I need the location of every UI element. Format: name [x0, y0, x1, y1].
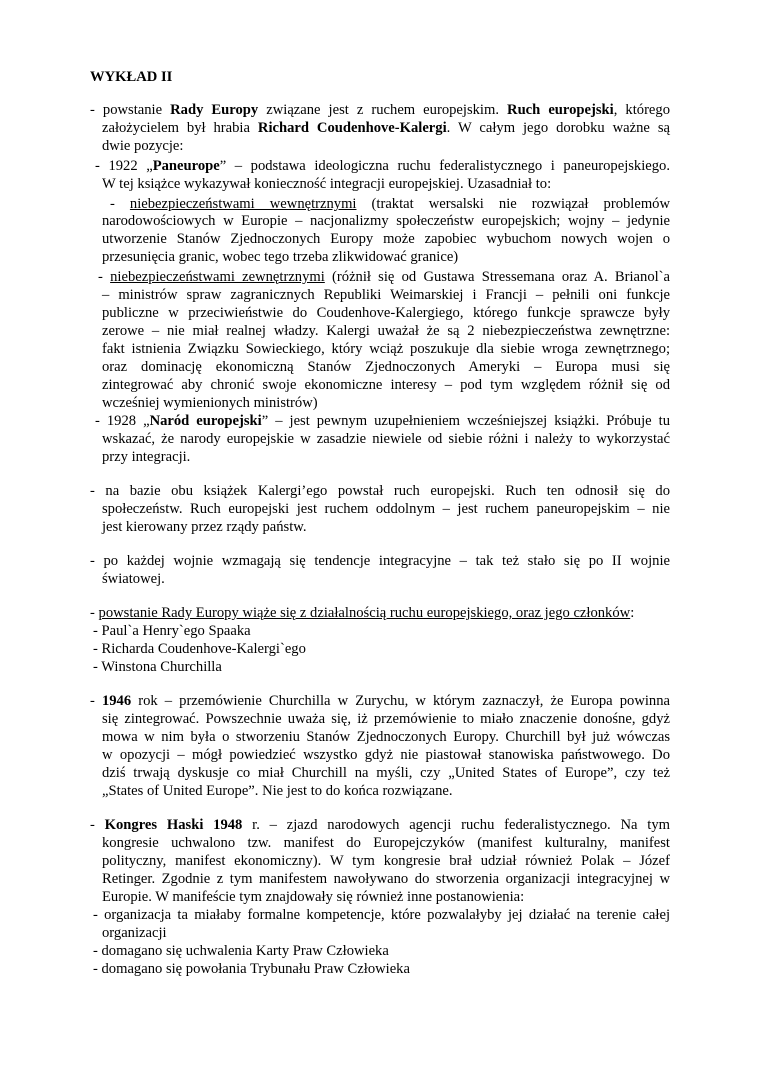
text-span: - Richarda Coudenhove-Kalergi`ego [93, 641, 306, 657]
text-line [102, 889, 524, 907]
text-span: dwie pozycje: [102, 138, 184, 154]
text-line [102, 120, 670, 138]
text-line [93, 623, 251, 641]
text-span: (traktat wersalski nie rozwiązał problemów [356, 196, 671, 212]
text-line [102, 359, 670, 377]
text-line [102, 871, 670, 889]
text-line [102, 287, 670, 305]
text-line [102, 765, 670, 783]
text-span: związane jest z ruchem europejskim. [258, 102, 508, 118]
text-line [102, 925, 167, 943]
text-span: - 1928 „ [95, 413, 150, 429]
text-span: - 1922 „ [95, 158, 153, 174]
text-span: w opozycji – mógł powiedzieć wszystko gdyż nie piastował stanowiska państwowego. Do [102, 747, 670, 763]
text-line [102, 711, 670, 729]
text-line [102, 231, 670, 249]
text-span: W tej książce wykazywał konieczność integracji europejskiej. Uzasadniał to: [102, 176, 552, 192]
text-span: - na bazie obu książek Kalergi’ego powstał ruch europejski. Ruch ten odnosił się do [90, 483, 670, 499]
text-line [90, 817, 670, 835]
text-line [102, 501, 670, 519]
text-line [102, 783, 453, 801]
text-line [102, 176, 551, 194]
text-line [93, 907, 670, 925]
text-span: Retinger. Zgodnie z tym manifestem nawoływano do stworzenia organizacji integracyjnej w [102, 871, 670, 887]
text-line [102, 341, 670, 359]
text-span: - domagano się powołania Trybunału Praw Człowieka [93, 961, 410, 977]
text-line [102, 747, 670, 765]
text-span: , którego [613, 102, 671, 118]
text-span: dziś trwają dyskusje co miał Churchill na myśli, czy „United States of Europe”, czy też [102, 765, 670, 781]
text-line [110, 196, 670, 214]
text-span: wcześniej wymienionych ministrów) [102, 395, 318, 411]
text-span: założycielem był hrabia [102, 120, 258, 136]
text-span: przesunięcia granic, wobec tego trzeba zlikwidować granice) [102, 249, 459, 265]
text-line [93, 659, 222, 677]
text-line [90, 553, 670, 571]
bold-text: Paneurope [152, 158, 220, 174]
text-span: Europie. W manifeście tym znajdowały się również inne postanowienia: [102, 889, 525, 905]
text-span: „States of United Europe”. Nie jest to do końca rozwiązane. [102, 783, 453, 799]
text-span: : [630, 605, 635, 621]
text-span: polityczny, manifest ekonomiczny). W tym kongresie brał udział również Polak – Józef [102, 853, 670, 869]
page-title: WYKŁAD II [90, 69, 173, 85]
text-line [102, 729, 670, 747]
text-line [93, 961, 410, 979]
text-line [102, 431, 670, 449]
text-span: fakt istnienia Związku Sowieckiego, który wciąż poszukuje dla siebie wroga zewnętrznego; [102, 341, 670, 357]
bold-text: Kongres Haski 1948 [104, 817, 243, 833]
text-span: - [90, 605, 99, 621]
text-line [90, 102, 670, 120]
text-span: narodowościowych w Europie – nacjonalizmy społeczeństw europejskich; wojny – jedynie [102, 213, 670, 229]
text-line [102, 377, 670, 395]
text-span: - powstanie [90, 102, 171, 118]
text-line [95, 413, 670, 431]
bold-text: Ruch europejski [507, 102, 614, 118]
text-line [102, 519, 307, 537]
text-span: - organizacja ta miałaby formalne kompetencje, które pozwalałyby jej działać na terenie całej [93, 907, 670, 923]
underlined-text: niebezpieczeństwami zewnętrznymi [110, 269, 325, 285]
text-span: - [98, 269, 111, 285]
text-line [90, 605, 634, 623]
text-span: utworzenie Stanów Zjednoczonych Europy może zapobiec wybuchom nowych wojen o [102, 231, 670, 247]
text-line [102, 138, 183, 156]
text-line [102, 323, 670, 341]
text-line [98, 269, 670, 287]
text-span: r. – zjazd narodowych agencji ruchu federalistycznego. Na tym [242, 817, 670, 833]
text-span: - Paul`a Henry`ego Spaaka [93, 623, 251, 639]
text-span: jest kierowany przez rządy państw. [102, 519, 307, 535]
text-span: ” – podstawa ideologiczna ruchu federalistycznego i paneuropejskiego. [219, 158, 670, 174]
text-line [90, 483, 670, 501]
text-span: ” – jest pewnym uzupełnieniem wcześniejszej książki. Próbuje tu [261, 413, 670, 429]
text-line [102, 571, 165, 589]
text-line [93, 943, 389, 961]
text-line [93, 641, 306, 659]
text-span: . W całym jego dorobku ważne są [446, 120, 671, 136]
text-span: - [110, 196, 130, 212]
underlined-text: powstanie Rady Europy wiąże się z działalnością ruchu europejskiego, oraz jego członków [98, 605, 631, 621]
text-span: oraz dominację ekonomiczną Stanów Zjednoczonych Ameryki – Europa musi się [102, 359, 670, 375]
bold-text: 1946 [101, 693, 132, 709]
text-span: - [90, 817, 105, 833]
text-line [95, 158, 670, 176]
text-span: zintegrować aby chronić swoje ekonomiczne interesy – pod tym względem różnił się od [102, 377, 670, 393]
text-span: rok – przemówienie Churchilla w Zurychu, w którym zaznaczył, że Europa powinna [131, 693, 670, 709]
text-span: wskazać, że narody europejskie w zasadzie niewiele od siebie różni i należy to wykorzystać [102, 431, 670, 447]
text-span: - Winstona Churchilla [93, 659, 222, 675]
text-line [102, 853, 670, 871]
text-span: – ministrów spraw zagranicznych Republiki Weimarskiej i Francji – pełnili oni funkcje [102, 287, 670, 303]
text-span: - [90, 693, 102, 709]
text-span: kongresie uchwalono tzw. manifest do Europejczyków (manifest kulturalny, manifest [102, 835, 670, 851]
bold-text: Naród europejski [149, 413, 262, 429]
text-line [102, 835, 670, 853]
text-line [102, 213, 670, 231]
text-span: - po każdej wojnie wzmagają się tendencje integracyjne – tak też stało się po II wojnie [90, 553, 670, 569]
text-span: mowa w nim była o stworzeniu Stanów Zjednoczonych Europy. Churchill był już wówczas [102, 729, 670, 745]
underlined-text: niebezpieczeństwami wewnętrznymi [129, 196, 357, 212]
text-span: organizacji [102, 925, 167, 941]
text-span: (różnił się od Gustawa Stressemana oraz A. Brianol`a [324, 269, 671, 285]
text-line [102, 449, 190, 467]
text-line [102, 249, 458, 267]
text-line [90, 693, 670, 711]
text-span: światowej. [102, 571, 165, 587]
text-span: publiczne w przeciwieństwie do Coudenhove-Kalergiego, którego funkcje sprawcze były [102, 305, 670, 321]
bold-text: Rady Europy [170, 102, 259, 118]
text-line [102, 395, 318, 413]
text-line [102, 305, 670, 323]
bold-text: Richard Coudenhove-Kalergi [257, 120, 447, 136]
text-span: się zintegrować. Powszechnie uważa się, iż przemówienie to miało znaczenie donośne, gdyż [102, 711, 670, 727]
text-span: - domagano się uchwalenia Karty Praw Człowieka [93, 943, 389, 959]
text-span: przy integracji. [102, 449, 191, 465]
text-span: społeczeństw. Ruch europejski jest ruchem oddolnym – jest ruchem paneuropejskim – nie [102, 501, 670, 517]
text-span: zerowe – nie miał realnej władzy. Kalergi uważał że są 2 niebezpieczeństwa zewnętrzne: [102, 323, 670, 339]
